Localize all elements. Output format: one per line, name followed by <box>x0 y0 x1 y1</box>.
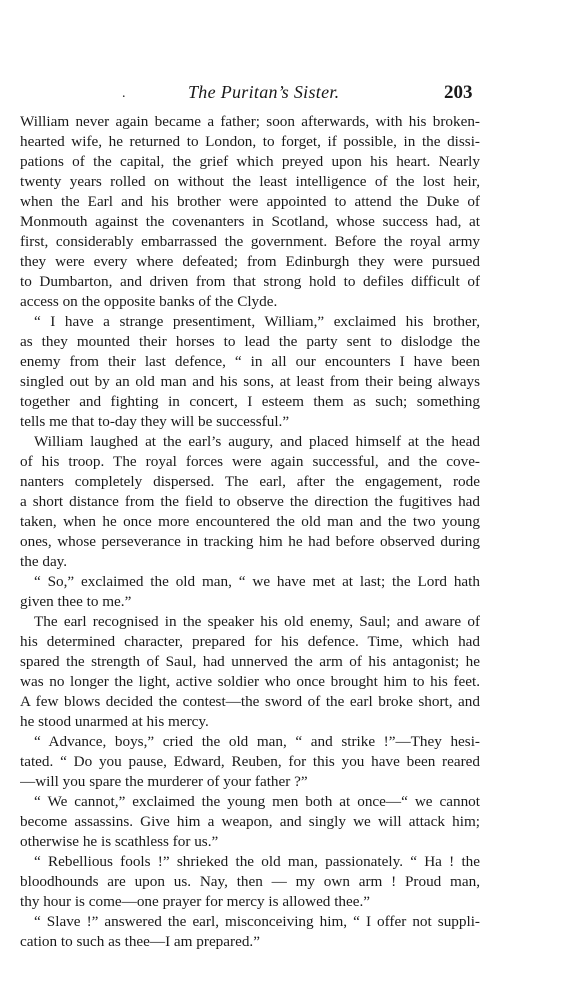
text-line: cation to such as thee—I am prepared.” <box>20 933 260 950</box>
text-line: first, considerably embarrassed the government. Before the royal army <box>20 233 480 250</box>
text-line: taken, when he once more encountered the old man and the two young <box>20 513 480 530</box>
text-line: bloodhounds are upon us. Nay, then — my own arm ! Proud man, <box>20 873 480 890</box>
text-line: “ Slave !” answered the earl, misconceiving him, “ I offer not suppli- <box>34 913 480 930</box>
text-line: “ We cannot,” exclaimed the young men both at once—“ we cannot <box>34 793 480 810</box>
text-line: they were every where defeated; from Edinburgh they were pursued <box>20 253 480 270</box>
text-line: together and fighting in concert, I esteem them as such; something <box>20 393 480 410</box>
text-line: pations of the capital, the grief which preyed upon his heart. Nearly <box>20 153 480 170</box>
text-line: “ I have a strange presentiment, William,” exclaimed his brother, <box>34 313 480 330</box>
text-line: given thee to me.” <box>20 593 132 610</box>
text-line: when the Earl and his brother were appointed to attend the Duke of <box>20 193 480 210</box>
text-line: he stood unarmed at his mercy. <box>20 713 209 730</box>
text-line: twenty years rolled on without the least intelligence of the lost heir, <box>20 173 480 190</box>
text-line: access on the opposite banks of the Clyde. <box>20 293 278 310</box>
text-line: hearted wife, he returned to London, to forget, if possible, in the dissi- <box>20 133 480 150</box>
text-line: “ So,” exclaimed the old man, “ we have met at last; the Lord hath <box>34 573 480 590</box>
text-line: “ Rebellious fools !” shrieked the old man, passionately. “ Ha ! the <box>34 853 480 870</box>
text-line: to Dumbarton, and driven from that strong hold to defiles difficult of <box>20 273 480 290</box>
text-line: spared the strength of Saul, had unnerved the arm of his antagonist; he <box>20 653 480 670</box>
text-line: William never again became a father; soon afterwards, with his broken- <box>20 113 480 130</box>
text-line: tated. “ Do you pause, Edward, Reuben, for this you have been reared <box>20 753 480 770</box>
text-line: thy hour is come—one prayer for mercy is allowed thee.” <box>20 893 371 910</box>
text-line: William laughed at the earl’s augury, and placed himself at the head <box>34 433 480 450</box>
text-line: ones, whose perseverance in tracking him he had before observed during <box>20 533 480 550</box>
text-line: become assassins. Give him a weapon, and singly we will attack him; <box>20 813 480 830</box>
running-head-mark: . <box>122 86 126 101</box>
text-line: A few blows decided the contest—the sword of the earl broke short, and <box>20 693 480 710</box>
text-line: Monmouth against the covenanters in Scotland, whose success had, at <box>20 213 480 230</box>
running-head-title: The Puritan’s Sister. <box>188 82 340 102</box>
text-line: —will you spare the murderer of your father ?” <box>20 773 308 790</box>
text-line: “ Advance, boys,” cried the old man, “ and strike !”—They hesi- <box>34 733 480 750</box>
page-number: 203 <box>444 82 473 103</box>
text-line: the day. <box>20 553 68 570</box>
running-head <box>20 82 484 108</box>
text-line: as they mounted their horses to lead the party sent to dislodge the <box>20 333 480 350</box>
text-line: nanters completely dispersed. The earl, after the engagement, rode <box>20 473 480 490</box>
text-line: was no longer the light, active soldier who once brought him to his feet. <box>20 673 480 690</box>
text-line: a short distance from the field to observe the direction the fugitives had <box>20 493 480 510</box>
text-line: otherwise he is scathless for us.” <box>20 833 219 850</box>
text-line: of his troop. The royal forces were again successful, and the cove- <box>20 453 480 470</box>
text-line: The earl recognised in the speaker his old enemy, Saul; and aware of <box>34 613 480 630</box>
text-line: tells me that to-day they will be successful.” <box>20 413 290 430</box>
text-line: his determined character, prepared for his defence. Time, which had <box>20 633 480 650</box>
text-line: enemy from their last defence, “ in all our encounters I have been <box>20 353 480 370</box>
text-line: singled out by an old man and his sons, at least from their being always <box>20 373 480 390</box>
body-text <box>20 112 480 952</box>
